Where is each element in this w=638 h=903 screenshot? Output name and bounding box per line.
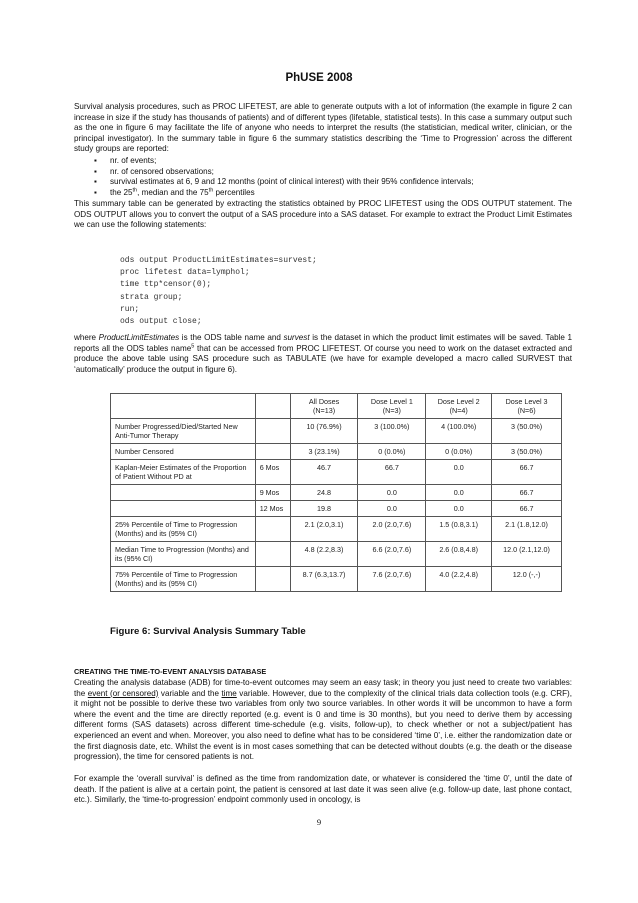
code-line: time ttp*censor(0); xyxy=(120,280,212,290)
sas-code-block xyxy=(120,255,317,328)
code-line: proc lifetest data=lymphol; xyxy=(120,268,250,278)
table-cell: 1.5 (0.8,3.1) xyxy=(426,517,492,542)
table-cell: 4.0 (2.2,4.8) xyxy=(426,567,492,592)
table-cell: 0 (0.0%) xyxy=(426,444,492,460)
table-header-empty xyxy=(255,394,290,419)
table-cell: 66.7 xyxy=(492,501,562,517)
table-cell: 66.7 xyxy=(492,485,562,501)
list-item: ▪ survival estimates at 6, 9 and 12 months (point of clinical interest) with their 95% confidence intervals; xyxy=(90,177,570,188)
table-cell: 0 (0.0%) xyxy=(358,444,426,460)
table-cell: 2.1 (1.8,12.0) xyxy=(492,517,562,542)
table-cell: 3 (50.0%) xyxy=(492,419,562,444)
table-cell: 4.8 (2.2,8.3) xyxy=(290,542,358,567)
table-cell: 46.7 xyxy=(290,460,358,485)
figure-caption: Figure 6: Survival Analysis Summary Table xyxy=(110,626,306,637)
table-cell: 12.0 (2.1,12.0) xyxy=(492,542,562,567)
table-cell: 4 (100.0%) xyxy=(426,419,492,444)
adb-paragraph: Creating the analysis database (ADB) for time-to-event outcomes may seem an easy task; in theory you just need to create two variables: the event (or censored) variable and the time variable. However, due to the complexity of the clinical trials data collection tools (e.g. CRF), it might not be possible to derive these two variables from only two source variables. In other words it will be uncommon to have a form where the event and the time are directly reported (e.g. event is 0 and time is 30 months), but you need to derive them by accessing different forms (SAS datasets) across different time-schedule (e.g. visits, follow-up), to check whether or not a subject/patient has experienced an event and when. Moreover, you also need to define what has to be considered ‘time 0’, i.e. either the randomization date or the first diagnosis date, etc. Whilst the event is in most cases something that can be detected without doubts (e.g. the death or the disease progression), the time for censored patients is not. xyxy=(74,678,572,762)
statistics-bullet-list xyxy=(90,156,570,198)
table-row xyxy=(111,542,562,567)
row-sublabel xyxy=(255,567,290,592)
table-cell: 6.6 (2.0,7.6) xyxy=(358,542,426,567)
table-row xyxy=(111,501,562,517)
table-row xyxy=(111,460,562,485)
row-label: Kaplan-Meier Estimates of the Proportion of Patient Without PD at xyxy=(111,460,256,485)
row-label: 25% Percentile of Time to Progression (Months) and its (95% CI) xyxy=(111,517,256,542)
row-label xyxy=(111,485,256,501)
table-cell: 66.7 xyxy=(358,460,426,485)
table-cell: 2.1 (2.0,3.1) xyxy=(290,517,358,542)
ods-output-paragraph: This summary table can be generated by extracting the statistics obtained by PROC LIFETEST using the ODS OUTPUT statement. The ODS OUTPUT allows you to convert the output of a SAS procedure into a SAS dataset. For example to extract the Product Limit Estimates we can use the following statements: xyxy=(74,199,572,230)
table-row xyxy=(111,517,562,542)
ods-table-paragraph: where ProductLimitEstimates is the ODS table name and survest is the dataset in which the product limit estimates will be saved. Table 1 reports all the ODS tables name$^5$ that can be accessed from PROC LIFETEST. Of course you need to work on the dataset extracted and produce the above table using SAS procedure such as TABULATE (we have for example developed a macro called SURVEST that ‘automatically’ produce the output in figure 6). xyxy=(74,333,572,374)
row-sublabel: 12 Mos xyxy=(255,501,290,517)
table-cell: 66.7 xyxy=(492,460,562,485)
table-header-cell: Dose Level 2 (N=4) xyxy=(426,394,492,419)
row-sublabel: 9 Mos xyxy=(255,485,290,501)
table-row xyxy=(111,567,562,592)
page-number: 9 xyxy=(316,817,322,827)
section-heading: CREATING THE TIME-TO-EVENT ANALYSIS DATABASE xyxy=(74,667,267,676)
row-label: Number Progressed/Died/Started New Anti-Tumor Therapy xyxy=(111,419,256,444)
row-sublabel xyxy=(255,419,290,444)
list-item: ▪ the 25th, median and the 75th percentiles xyxy=(90,188,570,199)
list-item: ▪ nr. of censored observations; xyxy=(90,167,570,178)
table-cell: 2.0 (2.0,7.6) xyxy=(358,517,426,542)
code-line: strata group; xyxy=(120,292,183,302)
code-line: run; xyxy=(120,304,140,314)
table-header-cell: Dose Level 1 (N=3) xyxy=(358,394,426,419)
row-label xyxy=(111,501,256,517)
page-header-title: PhUSE 2008 xyxy=(285,72,353,84)
table-row xyxy=(111,419,562,444)
code-line: ods output ProductLimitEstimates=survest; xyxy=(120,256,317,265)
row-label: Number Censored xyxy=(111,444,256,460)
table-cell: 0.0 xyxy=(426,485,492,501)
code-line: ods output close; xyxy=(120,317,202,327)
table-cell: 24.8 xyxy=(290,485,358,501)
table-cell: 12.0 (-,-) xyxy=(492,567,562,592)
table-cell: 2.6 (0.8,4.8) xyxy=(426,542,492,567)
row-sublabel xyxy=(255,517,290,542)
row-sublabel xyxy=(255,542,290,567)
table-cell: 19.8 xyxy=(290,501,358,517)
table-header-empty xyxy=(111,394,256,419)
table-header-row xyxy=(111,394,562,419)
table-cell: 3 (23.1%) xyxy=(290,444,358,460)
intro-paragraph: Survival analysis procedures, such as PROC LIFETEST, are able to generate outputs with a lot of information (the example in figure 2 can increase in size if the study has thousands of patients) and of different types (lifetable, statistical tests). In this case a summary output such as the one in figure 6 may facilitate the life of anyone who needs to interpret the results (the statistician, medical writer, clinician, or the principal investigator). In the summary table in figure 6 the summary statistics describing the ‘Time to Progression’ across the different study groups are reported: xyxy=(74,102,572,154)
row-label: 75% Percentile of Time to Progression (Months) and its (95% CI) xyxy=(111,567,256,592)
row-sublabel xyxy=(255,444,290,460)
table-cell: 0.0 xyxy=(358,501,426,517)
table-row xyxy=(111,485,562,501)
table-cell: 10 (76.9%) xyxy=(290,419,358,444)
table-cell: 3 (50.0%) xyxy=(492,444,562,460)
table-cell: 0.0 xyxy=(358,485,426,501)
overall-survival-paragraph: For example the ‘overall survival’ is defined as the time from randomization date, or whatever is considered the ‘time 0’, until the date of death. If the patient is alive at a certain point, the patient is censored at last date it was seen alive (e.g. follow-up date, last phone contact, etc.). Similarly, the ‘time-to-progression’ endpoint commonly used in oncology, is xyxy=(74,774,572,805)
table-row xyxy=(111,444,562,460)
table-header-cell: All Doses (N=13) xyxy=(290,394,358,419)
table-cell: 8.7 (6.3,13.7) xyxy=(290,567,358,592)
table-header-cell: Dose Level 3 (N=6) xyxy=(492,394,562,419)
row-label: Median Time to Progression (Months) and its (95% CI) xyxy=(111,542,256,567)
table-cell: 7.6 (2.0,7.6) xyxy=(358,567,426,592)
table-cell: 0.0 xyxy=(426,501,492,517)
row-sublabel: 6 Mos xyxy=(255,460,290,485)
survival-summary-table xyxy=(110,393,562,592)
table-cell: 3 (100.0%) xyxy=(358,419,426,444)
table-cell: 0.0 xyxy=(426,460,492,485)
list-item: ▪ nr. of events; xyxy=(90,156,570,167)
